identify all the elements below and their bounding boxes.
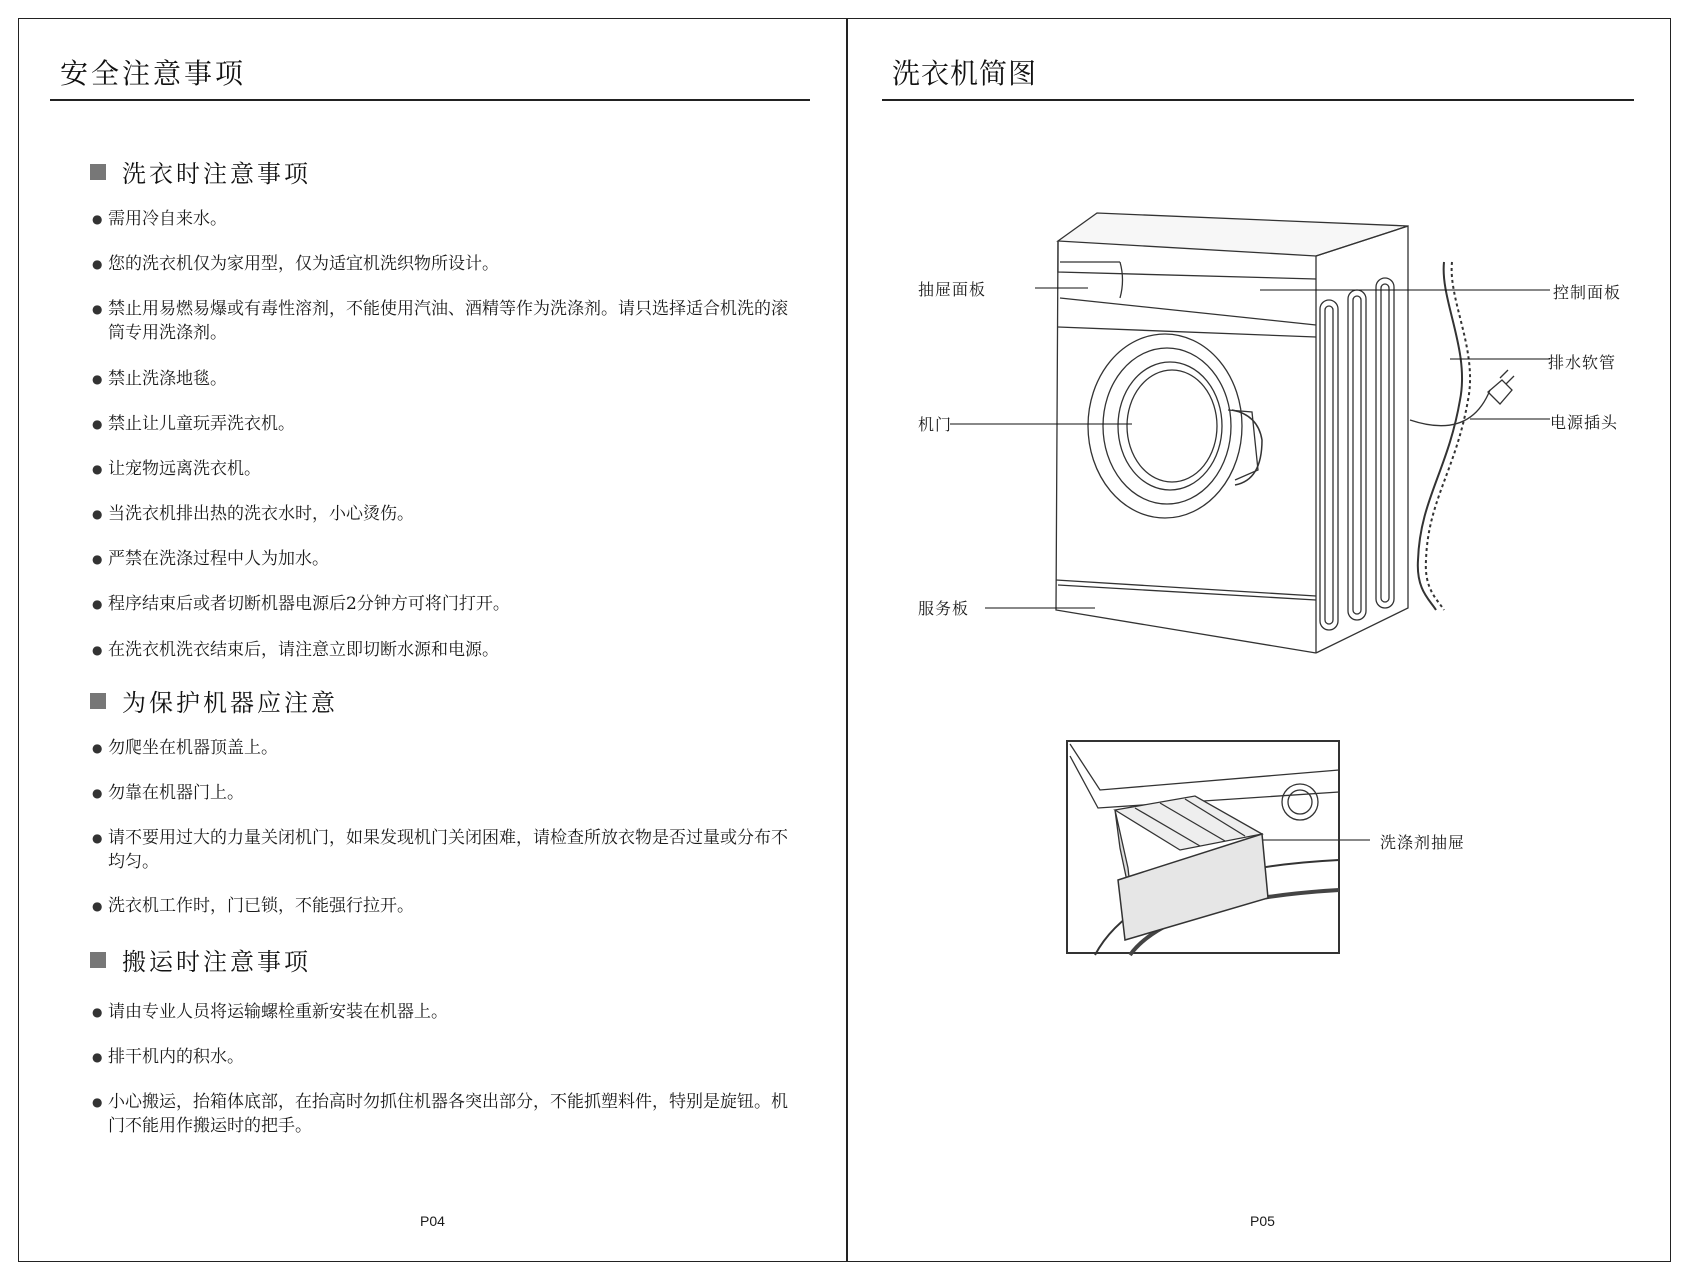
list-item: ● 请不要用过大的力量关闭机门，如果发现机门关闭困难，请检查所放衣物是否过量或分布不均匀。	[92, 828, 788, 872]
section-heading-text: 搬运时注意事项	[122, 948, 311, 976]
list-item: ● 请由专业人员将运输螺栓重新安装在机器上。	[92, 1002, 448, 1022]
label-power-plug: 电源插头	[1550, 413, 1619, 432]
page-number-right: P05	[1250, 1213, 1275, 1229]
bullet-dot-icon: ●	[92, 786, 103, 800]
label-detergent-drawer: 洗涤剂抽屉	[1380, 833, 1466, 852]
label-control-panel: 控制面板	[1553, 283, 1622, 302]
list-item: ● 程序结束后或者切断机器电源后2分钟方可将门打开。	[92, 594, 510, 614]
door-icon	[1088, 334, 1262, 518]
list-item: ● 在洗衣机洗衣结束后，请注意立即切断水源和电源。	[92, 640, 499, 660]
bullet-dot-icon: ●	[92, 1005, 103, 1019]
section-heading-text: 为保护机器应注意	[122, 689, 338, 717]
detergent-drawer-detail	[1067, 741, 1339, 955]
list-item: ● 勿靠在机器门上。	[92, 783, 244, 803]
list-item: ● 让宠物远离洗衣机。	[92, 459, 261, 479]
list-item: ● 禁止让儿童玩弄洗衣机。	[92, 414, 295, 434]
label-service-panel: 服务板	[918, 599, 970, 618]
bullet-dot-icon: ●	[92, 1095, 103, 1109]
bullet-dot-icon: ●	[92, 507, 103, 521]
bullet-dot-icon: ●	[92, 257, 103, 271]
bullet-dot-icon: ●	[92, 417, 103, 431]
bullet-dot-icon: ●	[92, 643, 103, 657]
bullet-dot-icon: ●	[92, 597, 103, 611]
leader-lines	[950, 288, 1550, 840]
bullet-dot-icon: ●	[92, 552, 103, 566]
bullet-dot-icon: ●	[92, 741, 103, 755]
bullet-dot-icon: ●	[92, 462, 103, 476]
bullet-dot-icon: ●	[92, 899, 103, 913]
list-item: ● 排干机内的积水。	[92, 1047, 244, 1067]
washing-machine-body	[1056, 213, 1408, 653]
label-drain-hose: 排水软管	[1548, 353, 1617, 372]
bullet-dot-icon: ●	[92, 372, 103, 386]
bullet-dot-icon: ●	[92, 831, 103, 845]
left-page-title: 安全注意事项	[60, 57, 247, 90]
list-item: ● 严禁在洗涤过程中人为加水。	[92, 549, 329, 569]
list-item: ● 禁止洗涤地毯。	[92, 369, 227, 389]
list-item: ● 禁止用易燃易爆或有毒性溶剂，不能使用汽油、酒精等作为洗涤剂。请只选择适合机洗的滚筒专用洗涤剂。	[92, 299, 788, 343]
list-item: ● 勿爬坐在机器顶盖上。	[92, 738, 278, 758]
section-heading-text: 洗衣时注意事项	[122, 160, 311, 188]
list-item: ● 需用冷自来水。	[92, 209, 227, 229]
bullet-dot-icon: ●	[92, 302, 103, 316]
right-page-title: 洗衣机简图	[892, 57, 1038, 90]
bullet-dot-icon: ●	[92, 212, 103, 226]
bullet-dot-icon: ●	[92, 1050, 103, 1064]
drain-hose-icon	[1418, 262, 1470, 610]
side-ribs	[1320, 278, 1394, 630]
list-item: ● 小心搬运，抬箱体底部，在抬高时勿抓住机器各突出部分，不能抓塑料件，特别是旋钮。机门不能用作搬运时的把手。	[92, 1092, 788, 1136]
list-item: ● 您的洗衣机仅为家用型，仅为适宜机洗织物所设计。	[92, 254, 499, 274]
page-number-left: P04	[420, 1213, 445, 1229]
label-door: 机门	[918, 415, 953, 434]
list-item: ● 当洗衣机排出热的洗衣水时，小心烫伤。	[92, 504, 414, 524]
label-drawer-panel: 抽屉面板	[918, 280, 987, 299]
list-item: ● 洗衣机工作时，门已锁，不能强行拉开。	[92, 896, 414, 916]
